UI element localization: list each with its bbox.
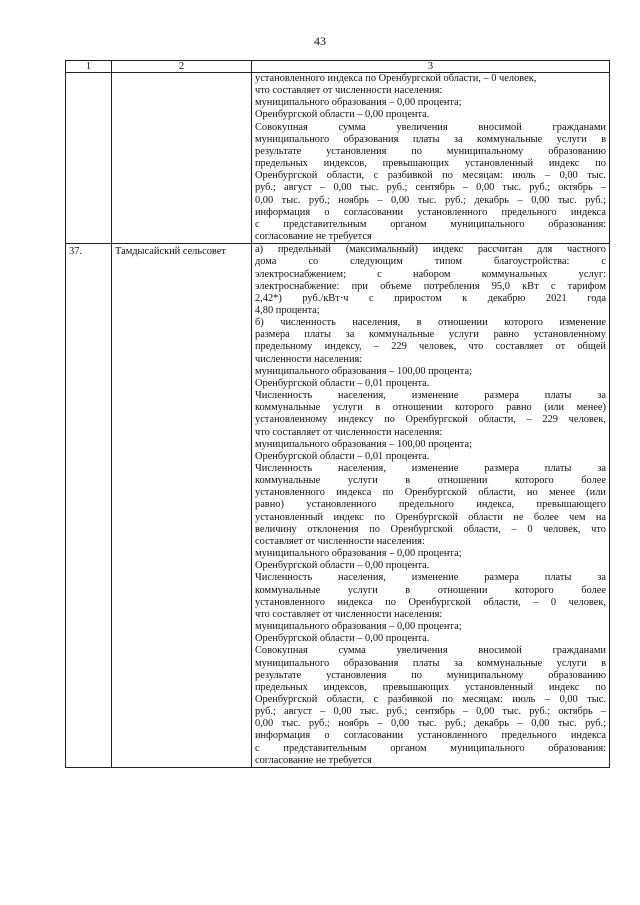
text-line: размера платы за коммунальные услуги равно установленному [255, 329, 606, 341]
text-line: руб.; август – 0,00 тыс. руб.; сентябрь – 0,00 тыс. руб.; октябрь – [255, 182, 606, 194]
text-line: 2,42*) руб./кВт·ч с приростом к декабрю 2021 года [255, 292, 606, 304]
text-line: установленного индекса по Оренбургской области, – 0 человек, [255, 596, 606, 608]
text-line: коммунальные услуги в отношении которого более [255, 584, 606, 596]
text-line: предельных индексов, превышающих установленный индекс по [255, 158, 606, 170]
text-line: дома со следующим типом благоустройства: с [255, 256, 606, 268]
text-line: информация о согласовании установленного предельного индекса [255, 206, 606, 218]
text-line: муниципального образования – 0,00 процента; [255, 97, 462, 109]
row-number: 37. [66, 244, 112, 768]
text-line: Оренбургской области – 0,01 процента. [255, 377, 430, 389]
text-line: б) численность населения, в отношении которого изменение [255, 317, 606, 329]
row-number [66, 73, 112, 244]
table-row [66, 244, 610, 768]
text-line: величину отклонения по Оренбургской области, – 0 человек, что [255, 523, 606, 535]
text-line: руб.; август – 0,00 тыс. руб.; сентябрь – 0,00 тыс. руб.; октябрь – [255, 706, 606, 718]
text-line: с представительным органом муниципального образования: [255, 218, 606, 230]
text-line: Оренбургской области – 0,00 процента. [255, 633, 430, 645]
text-line: установленный индекс по Оренбургской области не более чем на [255, 511, 606, 523]
text-line: установленного индекса по Оренбургской области, но менее (или [255, 487, 606, 499]
text-line: Численность населения, изменение размера платы за [255, 390, 606, 402]
text-line: численности населения: [255, 353, 363, 365]
text-line: результате установления по муниципальному образованию [255, 145, 606, 157]
text-line: предельному индексу, – 229 человек, что составляет от общей [255, 341, 606, 353]
text-line: установленного индекса по Оренбургской области, – 0 человек, [255, 73, 537, 84]
text-line: Оренбургской области – 0,00 процента. [255, 560, 430, 572]
text-line: предельных индексов, превышающих установленный индекс по [255, 681, 606, 693]
text-line: электроснабжением; с набором коммунальных услуг: [255, 268, 606, 280]
text-line: результате установления по муниципальному образованию [255, 669, 606, 681]
text-line: что составляет от численности населения: [255, 608, 443, 620]
text-line: коммунальные услуги в отношении которого более [255, 475, 606, 487]
text-line: а) предельный (максимальный) индекс рассчитан для частного [255, 244, 606, 256]
text-line: согласование не требуется [255, 754, 372, 766]
text-line: что составляет от численности населения: [255, 426, 443, 438]
text-line: Оренбургской области – 0,00 процента. [255, 109, 430, 121]
header-cell-3: 3 [252, 61, 610, 73]
text-line: установленному индексу по Оренбургской области, – 229 человек, [255, 414, 606, 426]
text-line: что составляет от численности населения: [255, 85, 443, 97]
text-line: Совокупная сумма увеличения вносимой гражданами [255, 645, 606, 657]
description-cell [252, 73, 610, 244]
municipality-name [112, 73, 252, 244]
text-line: Совокупная сумма увеличения вносимой гражданами [255, 121, 606, 133]
text-line: информация о согласовании установленного предельного индекса [255, 730, 606, 742]
municipality-name: Тамдысайский сельсовет [112, 244, 252, 768]
text-line: электроснабжение: при объеме потребления 95,0 кВт с тарифом [255, 280, 606, 292]
text-line: Численность населения, изменение размера платы за [255, 572, 606, 584]
text-line: равно) установленного предельного индекса, превышающего [255, 499, 606, 511]
text-line: Оренбургской области, с разбивкой по месяцам: июль – 0,00 тыс. [255, 693, 606, 705]
tariff-table [65, 60, 610, 768]
text-line: согласование не требуется [255, 231, 372, 243]
header-cell-1: 1 [66, 61, 112, 73]
text-line: 0,00 тыс. руб.; ноябрь – 0,00 тыс. руб.; декабрь – 0,00 тыс. руб.; [255, 194, 606, 206]
text-line: коммунальные услуги в отношении которого равно (или менее) [255, 402, 606, 414]
text-line: муниципального образования – 0,00 процента; [255, 548, 462, 560]
text-line: муниципального образования платы за коммунальные услуги в [255, 657, 606, 669]
page-number: 43 [314, 34, 326, 48]
text-line: Численность населения, изменение размера платы за [255, 463, 606, 474]
text-line: 4,80 процента; [255, 304, 320, 316]
text-line: 0,00 тыс. руб.; ноябрь – 0,00 тыс. руб.; декабрь – 0,00 тыс. руб.; [255, 718, 606, 730]
text-line: муниципального образования – 100,00 процента; [255, 365, 472, 377]
text-line: Оренбургской области, с разбивкой по месяцам: июль – 0,00 тыс. [255, 170, 606, 182]
text-line: муниципального образования платы за коммунальные услуги в [255, 133, 606, 145]
text-line: составляет от численности населения: [255, 535, 425, 547]
text-line: муниципального образования – 0,00 процента; [255, 621, 462, 633]
header-cell-2: 2 [112, 61, 252, 73]
table-row [66, 73, 610, 244]
description-cell [252, 244, 610, 768]
table-header-row [66, 61, 610, 73]
text-line: Оренбургской области – 0,01 процента. [255, 450, 430, 462]
text-line: с представительным органом муниципального образования: [255, 742, 606, 754]
text-line: муниципального образования – 100,00 процента; [255, 438, 472, 450]
